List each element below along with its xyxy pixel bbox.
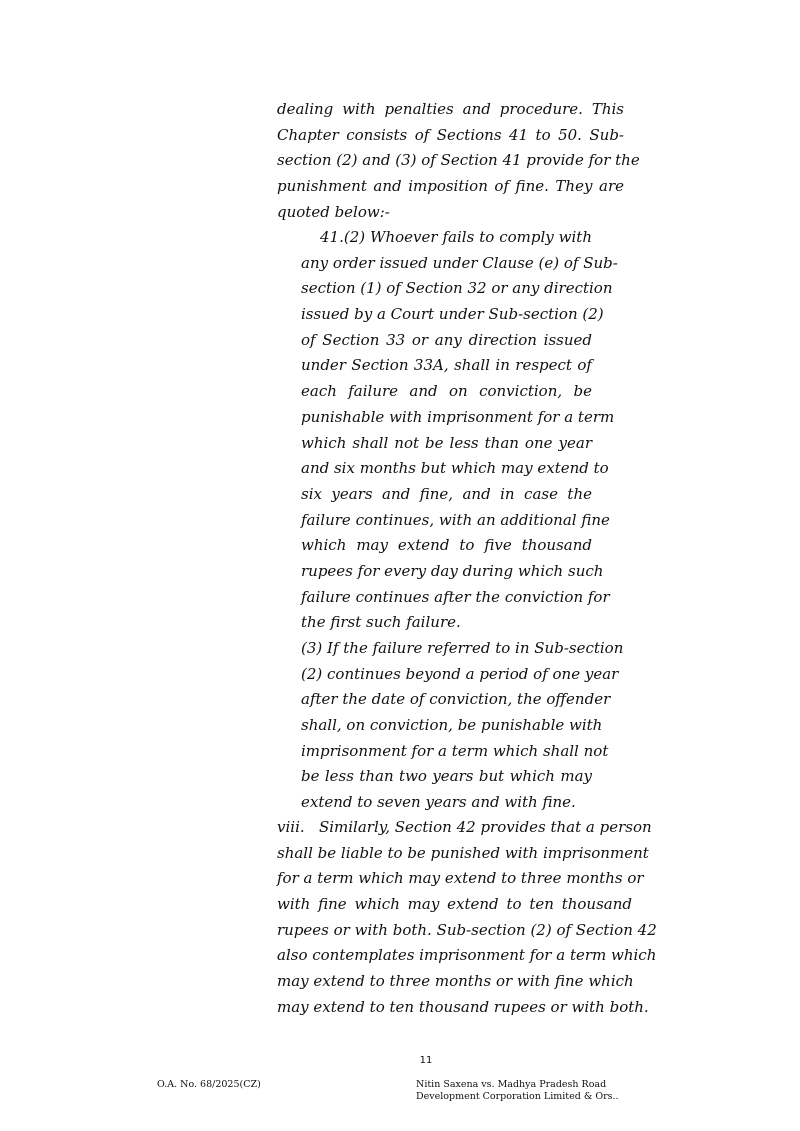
footer-case-title-line: Development Corporation Limited & Ors.. xyxy=(416,1091,619,1102)
footer-case-title-line: Nitin Saxena vs. Madhya Pradesh Road xyxy=(416,1079,607,1090)
para-viii-line: for a term which may extend to three months or xyxy=(277,869,644,888)
page-number: 11 xyxy=(419,1055,433,1066)
quote-line: which may extend to five thousand xyxy=(301,536,592,555)
quote-line: six years and fine, and in case the xyxy=(301,484,592,503)
quote-line: punishable with imprisonment for a term xyxy=(301,407,615,426)
intro-paragraph xyxy=(277,97,640,225)
quote-line: section (1) of Section 32 or any direction xyxy=(301,279,613,298)
paragraph-viii xyxy=(277,815,657,1021)
quote-line: failure continues, with an additional fine xyxy=(301,510,610,529)
quote-line: the first such failure. xyxy=(301,613,461,632)
quote-line: shall, on conviction, be punishable with xyxy=(301,716,603,735)
footer-case-title xyxy=(416,1079,619,1103)
quote-line: under Section 33A, shall in respect of xyxy=(301,356,592,375)
para-viii-line: with fine which may extend to ten thousand xyxy=(277,895,632,914)
quote-line: which shall not be less than one year xyxy=(301,433,592,452)
quote-line: issued by a Court under Sub-section (2) xyxy=(301,305,604,324)
quote-line: imprisonment for a term which shall not xyxy=(301,741,609,760)
intro-line: quoted below:- xyxy=(277,202,390,221)
intro-line: Chapter consists of Sections 41 to 50. Sub- xyxy=(277,125,624,144)
quote-line: (2) continues beyond a period of one year xyxy=(301,664,619,683)
para-viii-line: may extend to ten thousand rupees or with both. xyxy=(277,997,649,1016)
para-viii-line: also contemplates imprisonment for a term which xyxy=(277,946,657,965)
quote-line: of Section 33 or any direction issued xyxy=(301,330,592,349)
quote-line: and six months but which may extend to xyxy=(301,459,609,478)
para-viii-line: viii. Similarly, Section 42 provides that a person xyxy=(277,818,652,836)
intro-line: section (2) and (3) of Section 41 provide for the xyxy=(277,151,640,170)
para-viii-line: shall be liable to be punished with imprisonment xyxy=(277,843,649,862)
para-viii-line: may extend to three months or with fine which xyxy=(277,972,634,991)
intro-line: punishment and imposition of fine. They are xyxy=(277,177,624,196)
quote-line: failure continues after the conviction for xyxy=(301,587,610,606)
quote-line: rupees for every day during which such xyxy=(301,561,604,580)
quote-line: 41.(2) Whoever fails to comply with xyxy=(320,228,592,246)
intro-line: dealing with penalties and procedure. This xyxy=(277,100,624,118)
quote-line: any order issued under Clause (e) of Sub- xyxy=(301,253,618,272)
quote-line: each failure and on conviction, be xyxy=(301,382,592,401)
footer-case-number: O.A. No. 68/2025(CZ) xyxy=(157,1079,261,1090)
quote-line: after the date of conviction, the offender xyxy=(301,690,611,709)
quote-line: (3) If the failure referred to in Sub-section xyxy=(301,639,624,657)
quote-line: extend to seven years and with fine. xyxy=(301,793,576,812)
para-viii-line: rupees or with both. Sub-section (2) of Section 42 xyxy=(277,920,657,939)
quote-line: be less than two years but which may xyxy=(301,767,592,786)
quoted-statute xyxy=(301,225,624,816)
